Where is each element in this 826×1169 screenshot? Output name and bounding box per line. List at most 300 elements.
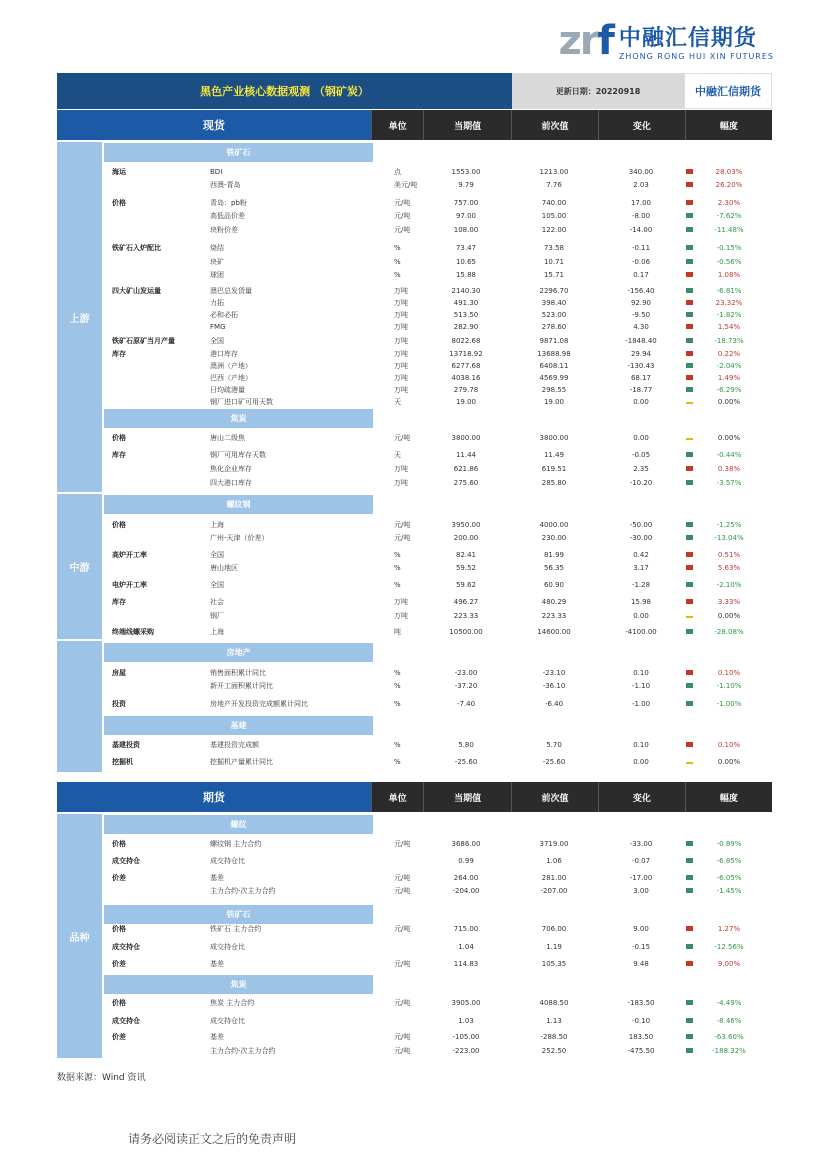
flag-icon xyxy=(686,740,696,751)
header-logo: 中融汇信期货 xyxy=(684,73,772,109)
row-unit: 元/吨 xyxy=(394,874,411,882)
data-source: 数据来源：Wind 资讯 xyxy=(57,1073,146,1083)
row-current: 10500.00 xyxy=(449,628,483,636)
row-name: 成交持仓比 xyxy=(210,857,245,865)
row-category: 库存 xyxy=(112,451,126,459)
row-percent: -63.60% xyxy=(714,1033,744,1041)
row-category: 价格 xyxy=(112,434,126,442)
row-change: -10.20 xyxy=(629,479,653,487)
row-unit: 元/吨 xyxy=(394,999,411,1007)
row-change: -0.05 xyxy=(631,451,651,459)
row-name: 全国 xyxy=(210,551,224,559)
row-change: 0.00 xyxy=(633,398,649,406)
spot-table-header xyxy=(57,110,772,140)
row-category: 铁矿石原矿当月产量 xyxy=(112,337,175,345)
row-current: -23.00 xyxy=(454,669,478,677)
row-current: -7.40 xyxy=(456,700,476,708)
row-current: 11.44 xyxy=(455,451,477,459)
row-name: 唐山二级焦 xyxy=(210,434,245,442)
row-name: 唐山地区 xyxy=(210,564,238,572)
fcol-unit: 单位 xyxy=(371,782,424,812)
row-percent: 0.51% xyxy=(717,551,741,559)
row-category: 四大矿山发运量 xyxy=(112,287,161,295)
row-name: 高低品价差 xyxy=(210,212,245,220)
table-row xyxy=(104,349,772,360)
flag-icon xyxy=(686,349,696,360)
row-unit: 万吨 xyxy=(394,386,408,394)
row-previous: 1.06 xyxy=(546,857,562,865)
row-current: 73.47 xyxy=(455,244,477,252)
row-percent: 0.10% xyxy=(717,741,741,749)
col-previous: 前次值 xyxy=(511,110,598,140)
row-current: -25.60 xyxy=(454,758,478,766)
row-unit: % xyxy=(394,581,401,589)
row-current: 264.00 xyxy=(453,874,479,882)
table-row xyxy=(104,839,772,850)
flag-icon xyxy=(686,433,696,444)
flag-icon xyxy=(686,580,696,591)
row-name: 港口库存 xyxy=(210,350,238,358)
row-unit: % xyxy=(394,682,401,690)
row-unit: 元/吨 xyxy=(394,521,411,529)
section-rebar: 螺纹钢 xyxy=(104,495,373,514)
logo-en: ZHONG RONG HUI XIN FUTURES xyxy=(618,52,774,61)
row-previous: 56.35 xyxy=(543,564,565,572)
table-row xyxy=(104,225,772,236)
flag-icon xyxy=(686,942,696,953)
flag-icon xyxy=(686,385,696,396)
row-name: 块粉价差 xyxy=(210,226,238,234)
row-change: 340.00 xyxy=(628,168,654,176)
row-unit: 万吨 xyxy=(394,598,408,606)
row-current: 4038.16 xyxy=(451,374,481,382)
row-name: 基建投资完成额 xyxy=(210,741,259,749)
table-row xyxy=(104,699,772,710)
row-change: -0.11 xyxy=(631,244,651,252)
row-previous: -288.50 xyxy=(540,1033,568,1041)
row-category: 价格 xyxy=(112,521,126,529)
row-name: 青岛：pb粉 xyxy=(210,199,247,207)
table-row xyxy=(104,924,772,935)
row-percent: 3.33% xyxy=(717,598,741,606)
row-name: 基差 xyxy=(210,874,224,882)
row-current: 13718.92 xyxy=(449,350,483,358)
row-unit: % xyxy=(394,741,401,749)
row-category: 库存 xyxy=(112,350,126,358)
row-current: 5.80 xyxy=(458,741,474,749)
row-change: -17.00 xyxy=(629,874,653,882)
flag-icon xyxy=(686,520,696,531)
row-previous: 480.29 xyxy=(541,598,567,606)
row-percent: -2.10% xyxy=(716,581,742,589)
table-row xyxy=(104,856,772,867)
row-change: 3.00 xyxy=(633,887,649,895)
table-row xyxy=(104,310,772,321)
flag-icon xyxy=(686,873,696,884)
row-percent: -0.89% xyxy=(716,840,742,848)
flag-icon xyxy=(686,668,696,679)
row-percent: -1.45% xyxy=(716,887,742,895)
row-change: 2.03 xyxy=(633,181,649,189)
row-previous: 223.33 xyxy=(541,612,567,620)
row-name: 焦炭 主力合约 xyxy=(210,999,255,1007)
table-row xyxy=(104,385,772,396)
flag-icon xyxy=(686,886,696,897)
row-name: 力拓 xyxy=(210,299,224,307)
row-name: 社会 xyxy=(210,598,224,606)
col-percent: 幅度 xyxy=(685,110,772,140)
row-unit: 元/吨 xyxy=(394,434,411,442)
table-row xyxy=(104,533,772,544)
row-change: 2.35 xyxy=(633,465,649,473)
row-unit: 元/吨 xyxy=(394,226,411,234)
row-previous: 6408.11 xyxy=(539,362,569,370)
row-percent: -0.15% xyxy=(716,244,742,252)
row-previous: 1.19 xyxy=(546,943,562,951)
row-change: -0.15 xyxy=(631,943,651,951)
row-current: 114.83 xyxy=(453,960,479,968)
row-name: 挖掘机产量累计同比 xyxy=(210,758,273,766)
report-title: 黑色产业核心数据观测 （钢矿炭） xyxy=(57,73,512,109)
row-unit: 万吨 xyxy=(394,465,408,473)
row-previous: 14600.00 xyxy=(537,628,571,636)
row-name: 新开工面积累计同比 xyxy=(210,682,273,690)
row-name: 房地产开发投资完成额累计同比 xyxy=(210,700,308,708)
table-row xyxy=(104,668,772,679)
row-unit: 点 xyxy=(394,168,401,176)
row-change: 0.00 xyxy=(633,758,649,766)
row-percent: 0.00% xyxy=(717,398,741,406)
row-change: 0.00 xyxy=(633,434,649,442)
row-previous: 122.00 xyxy=(541,226,567,234)
row-percent: -3.57% xyxy=(716,479,742,487)
row-percent: -1.82% xyxy=(716,311,742,319)
row-change: 92.90 xyxy=(630,299,652,307)
table-row xyxy=(104,336,772,347)
fcol-previous: 前次值 xyxy=(511,782,598,812)
row-percent: -11.48% xyxy=(714,226,744,234)
row-previous: 10.71 xyxy=(543,258,565,266)
row-current: -223.00 xyxy=(452,1047,480,1055)
row-name: 销售面积累计同比 xyxy=(210,669,266,677)
row-unit: % xyxy=(394,258,401,266)
segment-variety: 品种 xyxy=(57,814,102,1058)
row-previous: 7.76 xyxy=(546,181,562,189)
row-category: 终端线螺采购 xyxy=(112,628,154,636)
row-unit: 万吨 xyxy=(394,287,408,295)
row-change: -1.00 xyxy=(631,700,651,708)
row-previous: 73.58 xyxy=(543,244,565,252)
fcol-percent: 幅度 xyxy=(685,782,772,812)
row-percent: -6.81% xyxy=(716,287,742,295)
row-unit: % xyxy=(394,551,401,559)
row-category: 价格 xyxy=(112,199,126,207)
row-unit: 万吨 xyxy=(394,323,408,331)
futures-table-header xyxy=(57,782,772,812)
row-current: 279.78 xyxy=(453,386,479,394)
row-category: 电炉开工率 xyxy=(112,581,147,589)
row-unit: 天 xyxy=(394,451,401,459)
flag-icon xyxy=(686,611,696,622)
row-percent: -188.32% xyxy=(712,1047,746,1055)
row-previous: 15.71 xyxy=(543,271,565,279)
flag-icon xyxy=(686,478,696,489)
row-change: -8.00 xyxy=(631,212,651,220)
table-row xyxy=(104,959,772,970)
flag-icon xyxy=(686,225,696,236)
row-category: 价差 xyxy=(112,960,126,968)
row-change: 9.48 xyxy=(633,960,649,968)
table-row xyxy=(104,580,772,591)
table-row xyxy=(104,257,772,268)
flag-icon xyxy=(686,1016,696,1027)
row-previous: 4088.50 xyxy=(539,999,569,1007)
row-percent: 1.08% xyxy=(717,271,741,279)
row-percent: 28.03% xyxy=(715,168,743,176)
row-change: -33.00 xyxy=(629,840,653,848)
row-current: 0.99 xyxy=(458,857,474,865)
row-name: 球团 xyxy=(210,271,224,279)
row-unit: 元/吨 xyxy=(394,199,411,207)
row-percent: -28.08% xyxy=(714,628,744,636)
row-name: 基差 xyxy=(210,960,224,968)
row-change: -18.77 xyxy=(629,386,653,394)
table-row xyxy=(104,942,772,953)
row-name: 日均疏港量 xyxy=(210,386,245,394)
row-name: 澳巴总发货量 xyxy=(210,287,252,295)
row-current: -37.20 xyxy=(454,682,478,690)
row-unit: 元/吨 xyxy=(394,1047,411,1055)
table-row xyxy=(104,1046,772,1057)
row-previous: 398.40 xyxy=(541,299,567,307)
table-row xyxy=(104,322,772,333)
row-previous: -207.00 xyxy=(540,887,568,895)
row-name: 广州-天津（价差） xyxy=(210,534,269,542)
row-change: -9.50 xyxy=(631,311,651,319)
fcol-current: 当期值 xyxy=(423,782,510,812)
flag-icon xyxy=(686,597,696,608)
row-current: 108.00 xyxy=(453,226,479,234)
section-coke: 焦炭 xyxy=(104,409,373,428)
row-change: 0.00 xyxy=(633,612,649,620)
row-name: 成交持仓比 xyxy=(210,943,245,951)
row-unit: % xyxy=(394,669,401,677)
table-row xyxy=(104,211,772,222)
row-previous: 3800.00 xyxy=(539,434,569,442)
row-current: 8022.68 xyxy=(451,337,481,345)
row-unit: 万吨 xyxy=(394,374,408,382)
flag-icon xyxy=(686,464,696,475)
row-current: 3800.00 xyxy=(451,434,481,442)
row-previous: 5.70 xyxy=(546,741,562,749)
table-row xyxy=(104,597,772,608)
table-row xyxy=(104,520,772,531)
flag-icon xyxy=(686,681,696,692)
row-category: 投资 xyxy=(112,700,126,708)
row-current: 19.00 xyxy=(455,398,477,406)
row-current: 3686.00 xyxy=(451,840,481,848)
flag-icon xyxy=(686,397,696,408)
flag-icon xyxy=(686,336,696,347)
spot-label: 现货 xyxy=(57,110,371,140)
row-current: 1.04 xyxy=(458,943,474,951)
row-percent: 1.49% xyxy=(717,374,741,382)
row-name: 巴西（产地） xyxy=(210,374,252,382)
row-percent: 26.20% xyxy=(715,181,743,189)
row-unit: 天 xyxy=(394,398,401,406)
flag-icon xyxy=(686,450,696,461)
section-real-estate: 房地产 xyxy=(104,643,373,662)
row-previous: 105.00 xyxy=(541,212,567,220)
row-unit: % xyxy=(394,271,401,279)
col-current: 当期值 xyxy=(423,110,510,140)
row-name: 四大港口库存 xyxy=(210,479,252,487)
row-change: 0.10 xyxy=(633,669,649,677)
row-percent: 23.32% xyxy=(715,299,743,307)
table-row xyxy=(104,433,772,444)
flag-icon xyxy=(686,1046,696,1057)
flag-icon xyxy=(686,924,696,935)
row-previous: 1.13 xyxy=(546,1017,562,1025)
row-previous: -36.10 xyxy=(542,682,566,690)
row-previous: 523.00 xyxy=(541,311,567,319)
flag-icon xyxy=(686,757,696,768)
row-unit: 美元/吨 xyxy=(394,181,418,189)
table-row xyxy=(104,464,772,475)
row-current: 282.90 xyxy=(453,323,479,331)
row-current: 496.27 xyxy=(453,598,479,606)
row-change: 0.10 xyxy=(633,741,649,749)
company-logo xyxy=(558,18,774,64)
table-row xyxy=(104,478,772,489)
row-category: 价格 xyxy=(112,840,126,848)
row-category: 价格 xyxy=(112,999,126,1007)
row-percent: -18.73% xyxy=(714,337,744,345)
segment-upstream: 上游 xyxy=(57,142,102,492)
row-unit: 万吨 xyxy=(394,337,408,345)
row-name: BDI xyxy=(210,168,223,176)
row-current: 3950.00 xyxy=(451,521,481,529)
table-row xyxy=(104,998,772,1009)
row-unit: 元/吨 xyxy=(394,1033,411,1041)
flag-icon xyxy=(686,180,696,191)
row-percent: -1.10% xyxy=(716,682,742,690)
row-name: 成交持仓比 xyxy=(210,1017,245,1025)
row-current: 15.88 xyxy=(455,271,477,279)
row-name: 烧结 xyxy=(210,244,224,252)
row-unit: 元/吨 xyxy=(394,212,411,220)
row-current: 3905.00 xyxy=(451,999,481,1007)
row-previous: 706.00 xyxy=(541,925,567,933)
row-percent: 9.00% xyxy=(717,960,741,968)
row-previous: 19.00 xyxy=(543,398,565,406)
section-infrastructure: 基建 xyxy=(104,716,373,735)
row-percent: 5.63% xyxy=(717,564,741,572)
row-name: 螺纹钢 主力合约 xyxy=(210,840,262,848)
row-previous: 3719.00 xyxy=(539,840,569,848)
row-percent: -12.56% xyxy=(714,943,744,951)
flag-icon xyxy=(686,627,696,638)
row-name: 西澳-青岛 xyxy=(210,181,241,189)
row-current: 275.60 xyxy=(453,479,479,487)
row-category: 挖掘机 xyxy=(112,758,133,766)
row-percent: -7.62% xyxy=(716,212,742,220)
flag-icon xyxy=(686,533,696,544)
row-change: -1.10 xyxy=(631,682,651,690)
flag-icon xyxy=(686,998,696,1009)
row-previous: 619.51 xyxy=(541,465,567,473)
row-percent: 1.27% xyxy=(717,925,741,933)
table-row xyxy=(104,681,772,692)
row-name: 铁矿石 主力合约 xyxy=(210,925,262,933)
flag-icon xyxy=(686,257,696,268)
row-unit: 吨 xyxy=(394,628,401,636)
row-unit: 万吨 xyxy=(394,612,408,620)
row-previous: 105.35 xyxy=(541,960,567,968)
row-change: -475.50 xyxy=(627,1047,655,1055)
flag-icon xyxy=(686,322,696,333)
row-percent: 0.00% xyxy=(717,434,741,442)
col-change: 变化 xyxy=(598,110,684,140)
row-unit: 万吨 xyxy=(394,479,408,487)
row-previous: 230.00 xyxy=(541,534,567,542)
row-change: 68.17 xyxy=(630,374,652,382)
row-category: 成交持仓 xyxy=(112,857,140,865)
row-previous: 81.99 xyxy=(543,551,565,559)
row-percent: -6.29% xyxy=(716,386,742,394)
row-unit: 万吨 xyxy=(394,311,408,319)
table-row xyxy=(104,550,772,561)
row-current: 757.00 xyxy=(453,199,479,207)
row-current: 10.65 xyxy=(455,258,477,266)
row-category: 海运 xyxy=(112,168,126,176)
row-change: -0.06 xyxy=(631,258,651,266)
row-name: 主力合约-次主力合约 xyxy=(210,1047,276,1055)
row-category: 成交持仓 xyxy=(112,1017,140,1025)
row-change: 29.94 xyxy=(630,350,652,358)
flag-icon xyxy=(686,198,696,209)
row-previous: 278.60 xyxy=(541,323,567,331)
row-current: 200.00 xyxy=(453,534,479,542)
update-date: 更新日期：20220918 xyxy=(512,73,684,109)
row-percent: 0.38% xyxy=(717,465,741,473)
row-unit: % xyxy=(394,700,401,708)
fcol-change: 变化 xyxy=(598,782,684,812)
flag-icon xyxy=(686,310,696,321)
row-name: 钢厂可用库存天数 xyxy=(210,451,266,459)
flag-icon xyxy=(686,550,696,561)
row-unit: 万吨 xyxy=(394,350,408,358)
row-name: 钢厂 xyxy=(210,612,224,620)
logo-mark: zrf xyxy=(558,18,613,64)
row-previous: 252.50 xyxy=(541,1047,567,1055)
row-change: -1848.40 xyxy=(625,337,657,345)
row-unit: 元/吨 xyxy=(394,960,411,968)
row-percent: -13.04% xyxy=(714,534,744,542)
row-current: -105.00 xyxy=(452,1033,480,1041)
flag-icon xyxy=(686,959,696,970)
row-name: 上海 xyxy=(210,628,224,636)
row-percent: -2.04% xyxy=(716,362,742,370)
row-category: 铁矿石入炉配比 xyxy=(112,244,161,252)
row-current: 59.52 xyxy=(455,564,477,572)
row-current: 1553.00 xyxy=(451,168,481,176)
flag-icon xyxy=(686,1032,696,1043)
flag-icon xyxy=(686,243,696,254)
flag-icon xyxy=(686,270,696,281)
row-percent: -1.00% xyxy=(716,700,742,708)
row-change: 15.98 xyxy=(630,598,652,606)
